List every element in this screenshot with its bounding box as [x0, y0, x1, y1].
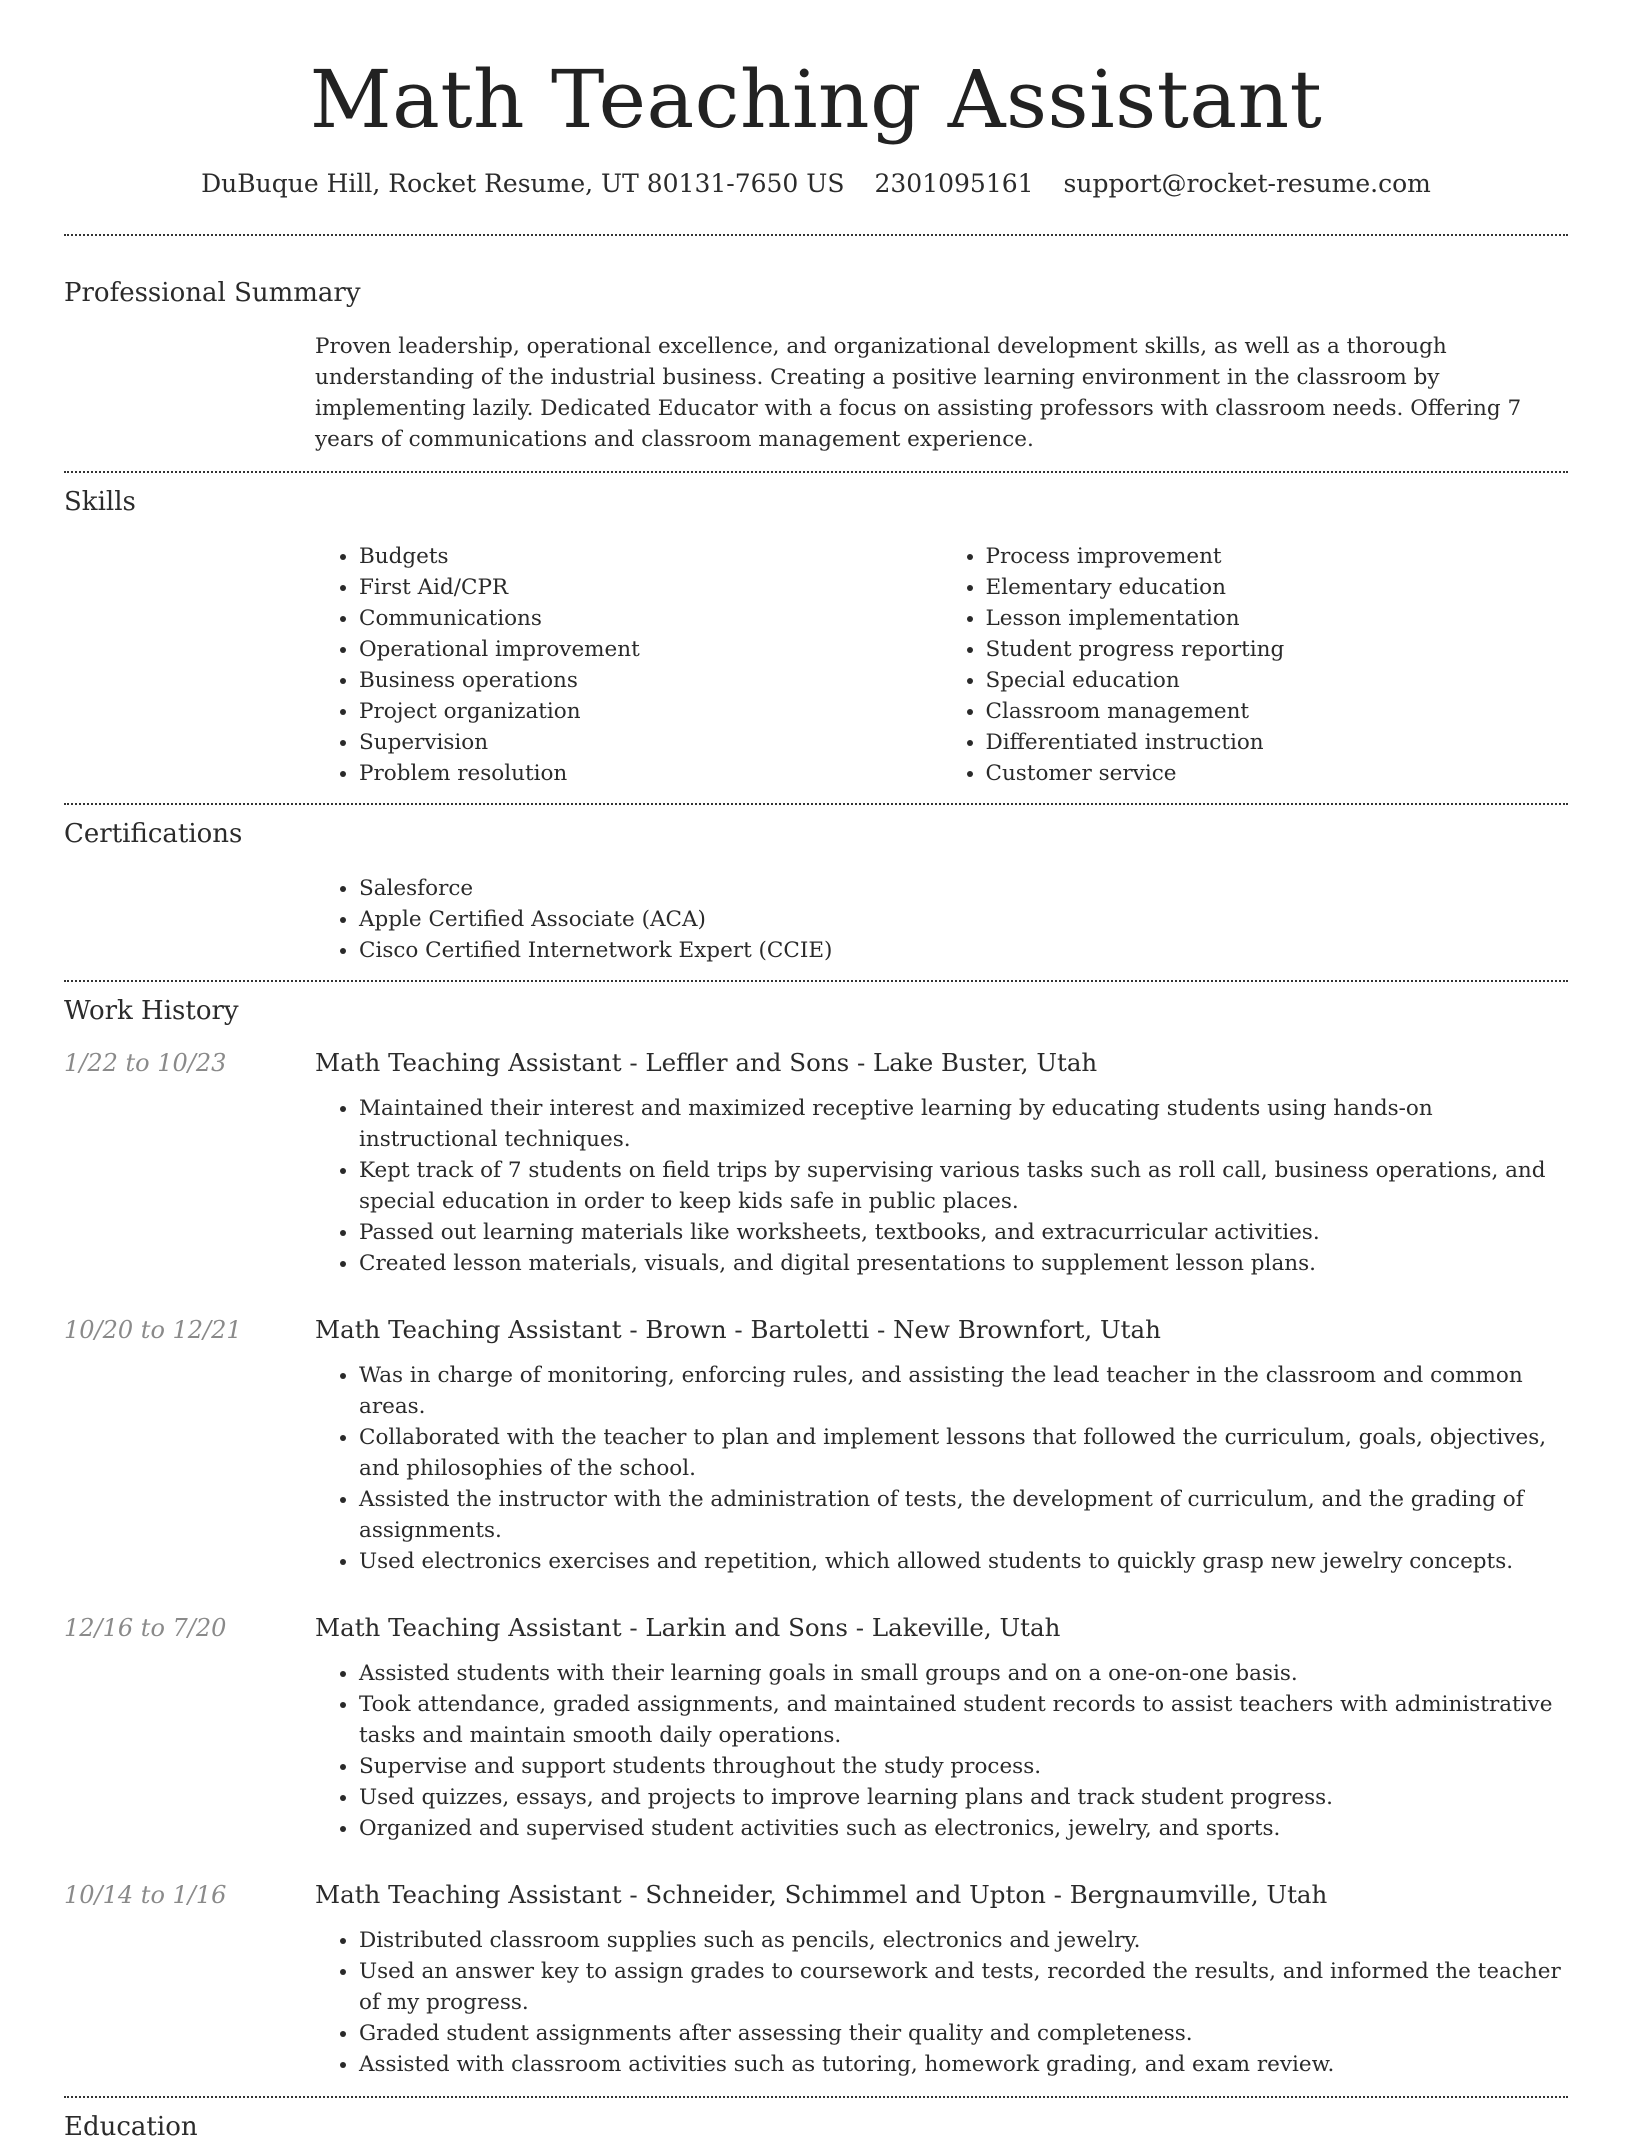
skill-item: • Problem resolution	[359, 758, 942, 789]
job-bullet: • Took attendance, graded assignments, and maintained student records to assist teachers with administrative tasks and maintain smooth daily operations.	[359, 1689, 1568, 1751]
job-bullets	[315, 1658, 1568, 1844]
job-entry	[64, 1046, 1568, 1279]
summary-section	[64, 236, 1568, 471]
job-bullet: • Organized and supervised student activities such as electronics, jewelry, and sports.	[359, 1813, 1568, 1844]
skill-item: • First Aid/CPR	[359, 572, 942, 603]
skill-item: • Elementary education	[986, 572, 1569, 603]
job-heading: Math Teaching Assistant - Schneider, Schimmel and Upton - Bergnaumville, Utah	[315, 1880, 1328, 1909]
skill-item: • Special education	[986, 665, 1569, 696]
candidate-name: Math Teaching Assistant	[309, 53, 1323, 146]
skill-item: • Budgets	[359, 541, 942, 572]
section-title-summary: Professional Summary	[64, 278, 361, 308]
job-heading: Math Teaching Assistant - Leffler and Sons - Lake Buster, Utah	[315, 1048, 1098, 1077]
job-heading: Math Teaching Assistant - Larkin and Sons - Lakeville, Utah	[315, 1613, 1061, 1642]
job-bullet: • Graded student assignments after assessing their quality and completeness.	[359, 2018, 1568, 2049]
skill-item: • Lesson implementation	[986, 603, 1569, 634]
job-bullet: • Supervise and support students throughout the study process.	[359, 1751, 1568, 1782]
skill-item: • Classroom management	[986, 696, 1569, 727]
certification-item: • Salesforce	[359, 873, 1568, 904]
job-bullet: • Collaborated with the teacher to plan and implement lessons that followed the curriculum, goals, objectives, and philosophies of the school.	[359, 1422, 1568, 1484]
contact-line	[64, 168, 1568, 200]
job-bullet: • Distributed classroom supplies such as pencils, electronics and jewelry.	[359, 1925, 1568, 1956]
job-bullet: • Was in charge of monitoring, enforcing rules, and assisting the lead teacher in the classroom and common areas.	[359, 1360, 1568, 1422]
job-entry	[64, 1313, 1568, 1577]
job-bullet: • Used quizzes, essays, and projects to improve learning plans and track student progress.	[359, 1782, 1568, 1813]
skill-item: • Process improvement	[986, 541, 1569, 572]
job-entry	[64, 1878, 1568, 2080]
job-bullets	[315, 1093, 1568, 1279]
skills-list-left	[315, 541, 942, 789]
section-title-work-history: Work History	[64, 996, 239, 1026]
skill-item: • Operational improvement	[359, 634, 942, 665]
job-bullet: • Used electronics exercises and repetition, which allowed students to quickly grasp new jewelry concepts.	[359, 1546, 1568, 1577]
job-duties	[315, 1093, 1568, 1279]
skill-item: • Supervision	[359, 727, 942, 758]
job-dates: 10/20 to 12/21	[64, 1316, 242, 1344]
job-bullet: • Created lesson materials, visuals, and digital presentations to supplement lesson plans.	[359, 1248, 1568, 1279]
job-bullet: • Assisted students with their learning goals in small groups and on a one-on-one basis.	[359, 1658, 1568, 1689]
job-dates: 1/22 to 10/23	[64, 1049, 227, 1077]
certification-item: • Cisco Certified Internetwork Expert (CCIE)	[359, 935, 1568, 966]
job-bullet: • Assisted with classroom activities such as tutoring, homework grading, and exam review.	[359, 2049, 1568, 2080]
skill-item: • Communications	[359, 603, 942, 634]
skill-item: • Customer service	[986, 758, 1569, 789]
job-bullet: • Kept track of 7 students on field trips by supervising various tasks such as roll call, business operations, and special education in order to keep kids safe in public places.	[359, 1155, 1568, 1217]
skills-section	[64, 473, 1568, 803]
job-dates: 12/16 to 7/20	[64, 1614, 227, 1642]
job-duties	[315, 1360, 1568, 1577]
certification-item: • Apple Certified Associate (ACA)	[359, 904, 1568, 935]
resume-page	[64, 0, 1568, 2142]
certifications-list	[315, 873, 1568, 966]
job-bullet: • Used an answer key to assign grades to coursework and tests, recorded the results, and informed the teacher of my progress.	[359, 1956, 1568, 2018]
skills-list-right	[942, 541, 1569, 789]
education-section	[64, 2098, 1568, 2144]
skill-item: • Differentiated instruction	[986, 727, 1569, 758]
job-bullets	[315, 1360, 1568, 1577]
work-history-section	[64, 982, 1568, 2080]
job-bullet: • Maintained their interest and maximized receptive learning by educating students using hands-on instructional techniques.	[359, 1093, 1568, 1155]
section-title-skills: Skills	[64, 487, 136, 517]
job-dates: 10/14 to 1/16	[64, 1881, 227, 1909]
contact-address: DuBuque Hill, Rocket Resume, UT 80131-7650 US	[201, 169, 845, 198]
contact-email: support@rocket-resume.com	[1063, 169, 1431, 198]
skill-item: • Business operations	[359, 665, 942, 696]
certifications-body	[315, 873, 1568, 980]
section-title-certifications: Certifications	[64, 819, 243, 849]
job-duties	[315, 1658, 1568, 1844]
section-title-education: Education	[64, 2112, 198, 2142]
job-bullet: • Passed out learning materials like worksheets, textbooks, and extracurricular activities.	[359, 1217, 1568, 1248]
job-heading: Math Teaching Assistant - Brown - Bartoletti - New Brownfort, Utah	[315, 1315, 1161, 1344]
skills-columns	[315, 541, 1568, 803]
certifications-section	[64, 805, 1568, 980]
summary-text: Proven leadership, operational excellence, and organizational development skills, as well as a thorough understanding of the industrial business. Creating a positive learning environment in the classroom by implementing lazily. Dedicated Educator with a focus on assisting professors with classroom needs. Offering 7 years of communications and classroom management experience.	[315, 334, 1522, 452]
contact-phone: 2301095161	[874, 169, 1034, 198]
job-bullet: • Assisted the instructor with the administration of tests, the development of curriculum, and the grading of assignments.	[359, 1484, 1568, 1546]
job-bullets	[315, 1925, 1568, 2080]
skill-item: • Student progress reporting	[986, 634, 1569, 665]
skill-item: • Project organization	[359, 696, 942, 727]
job-duties	[315, 1925, 1568, 2080]
job-entry	[64, 1611, 1568, 1844]
